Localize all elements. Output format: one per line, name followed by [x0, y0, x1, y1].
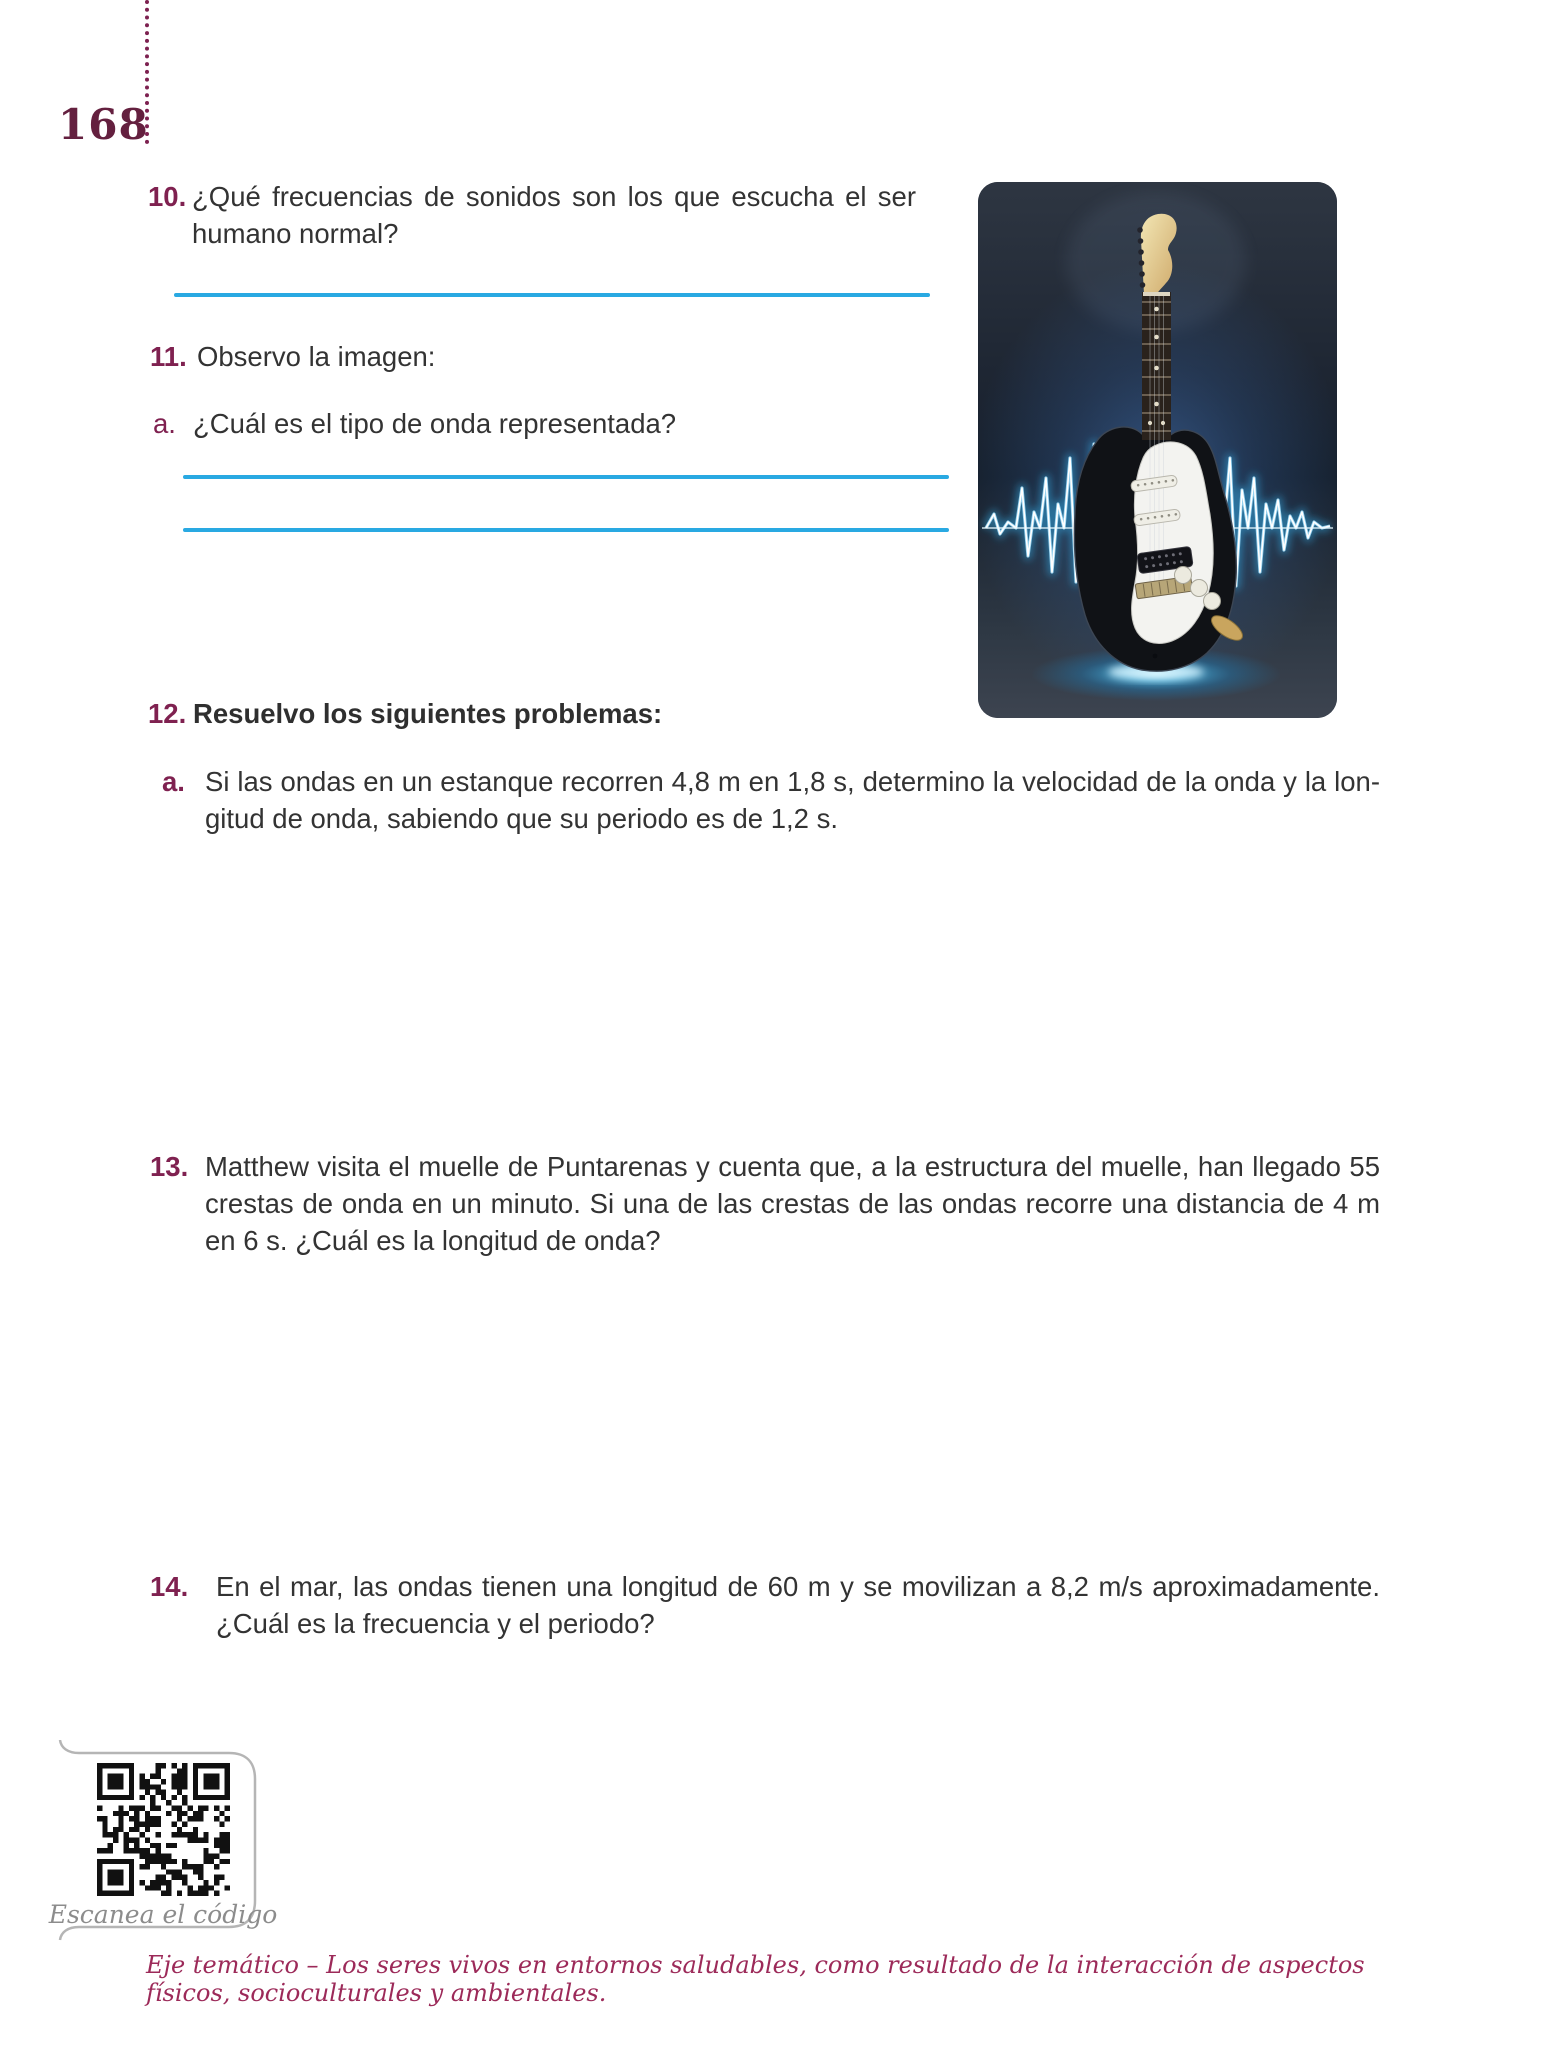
- question-11a: [153, 405, 953, 442]
- qr-code: [97, 1763, 230, 1896]
- question-10-text: ¿Qué frecuencias de sonidos son los que escucha el ser humano normal?: [192, 181, 916, 249]
- question-10-number: 10.: [148, 181, 187, 212]
- question-11a-text: ¿Cuál es el tipo de onda representada?: [193, 408, 677, 439]
- question-11a-label: a.: [153, 408, 176, 439]
- question-10: [148, 178, 916, 252]
- page-number: 168: [58, 100, 149, 149]
- question-12a-text: Si las ondas en un estanque recorren 4,8 m en 1,8 s, determino la velocidad de la onda y la lon- gitud de onda, sabiendo que su periodo es de 1,2 s.: [205, 766, 1380, 834]
- dotted-rule: [145, 0, 149, 144]
- question-14: [150, 1568, 1380, 1642]
- question-14-text: En el mar, las ondas tienen una longitud de 60 m y se movilizan a 8,2 m/s aproximadamente. ¿Cuál es la frecuencia y el periodo?: [216, 1571, 1380, 1639]
- question-12-text: Resuelvo los siguientes problemas:: [193, 698, 663, 729]
- answer-line: [174, 293, 930, 297]
- footer-theme-text: Eje temático – Los seres vivos en entornos saludables, como resultado de la interacción de aspectos físicos, socioculturales y ambientales.: [146, 1951, 1365, 2007]
- question-11-number: 11.: [150, 341, 187, 372]
- question-11: [150, 338, 918, 375]
- qr-caption: Escanea el código: [48, 1900, 278, 1929]
- answer-line: [183, 528, 949, 532]
- question-13: [150, 1148, 1380, 1259]
- question-12-number: 12.: [148, 698, 187, 729]
- question-12a-label: a.: [162, 766, 185, 797]
- question-14-number: 14.: [150, 1571, 189, 1602]
- qr-panel: [48, 1740, 278, 1942]
- question-11-text: Observo la imagen:: [197, 341, 436, 372]
- answer-line: [183, 475, 949, 479]
- question-13-number: 13.: [150, 1151, 189, 1182]
- question-13-text: Matthew visita el muelle de Puntarenas y cuenta que, a la estructura del muelle, han llegado 55 crestas de onda en un minuto. Si una de las crestas de las ondas recorre una distancia de 4 m en 6 s. ¿Cuál es la longitud de onda?: [205, 1151, 1380, 1256]
- guitar-soundwave-image: [978, 182, 1337, 718]
- question-12a: [162, 763, 1380, 837]
- question-12: [148, 695, 848, 732]
